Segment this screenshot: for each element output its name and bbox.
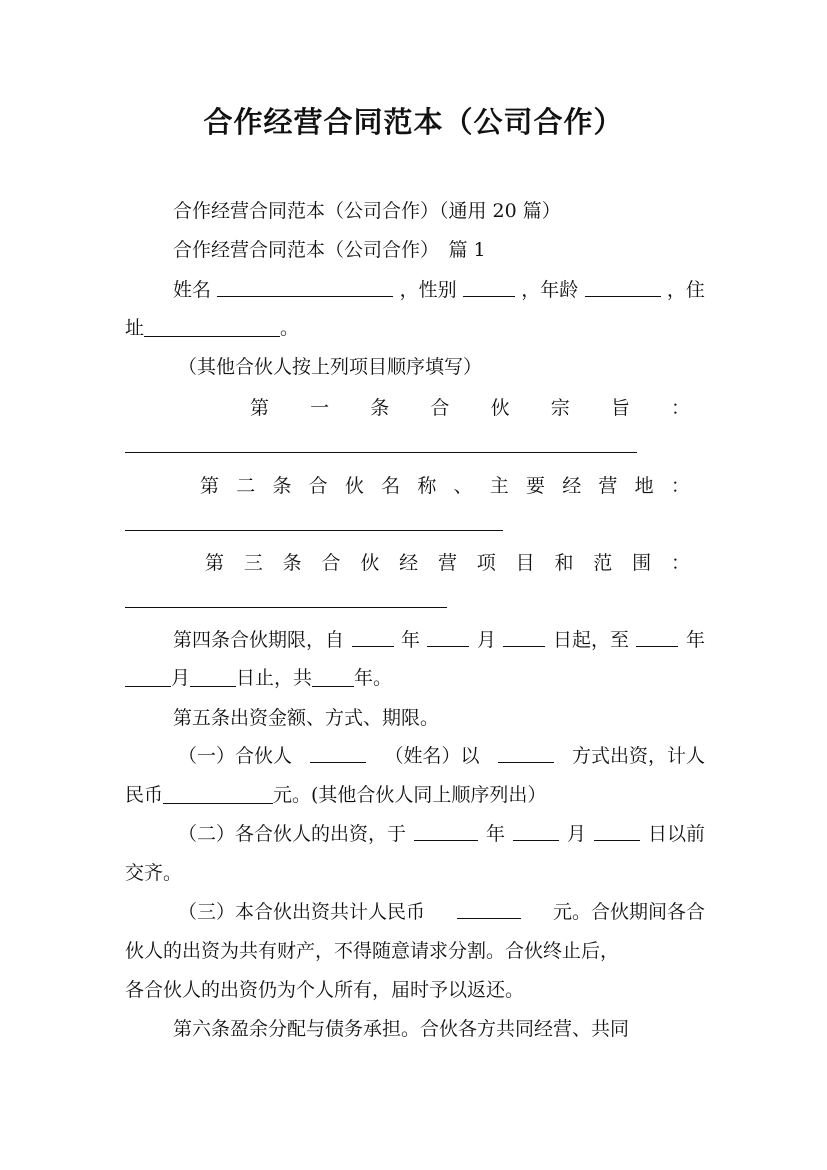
art2-char: 第 [200, 475, 220, 497]
gender-blank [463, 276, 515, 297]
total-contribution-blank [457, 898, 521, 919]
art3-char: 范 [593, 552, 613, 574]
art2-char: 要 [525, 475, 545, 497]
art2-char: 地 [634, 475, 654, 497]
art3-char: ： [670, 552, 690, 574]
item2-year: 年 [485, 823, 505, 845]
article4-day-from: 日起，至 [552, 629, 629, 651]
art3-char: 第 [205, 552, 225, 574]
article6: 第六条盈余分配与债务承担。合伙各方共同经营、共同 [173, 1018, 630, 1040]
section-heading: 合作经营合同范本（公司合作） 篇 1 [173, 239, 486, 261]
art1-char: 条 [370, 397, 390, 419]
item2-line2: 交齐。 [125, 862, 183, 884]
article2-blank [125, 530, 503, 531]
art2-char: 合 [308, 475, 328, 497]
item1-line2 [125, 781, 705, 809]
address-blank [144, 316, 280, 337]
art2-char: ： [670, 475, 690, 497]
article3-heading [205, 549, 690, 577]
art3-char: 目 [515, 552, 535, 574]
art2-char: 主 [489, 475, 509, 497]
start-day-blank [503, 626, 545, 647]
total-years-blank [312, 666, 354, 687]
item3-a: （三）本合伙出资共计人民币 [178, 901, 426, 923]
article4-day-to: 日止，共 [236, 667, 313, 689]
art3-char: 合 [321, 552, 341, 574]
partner-name-blank [310, 742, 366, 763]
name-blank [217, 276, 393, 297]
start-month-blank [427, 626, 469, 647]
article4-start: 第四条合伙期限，自 [173, 629, 345, 651]
other-partners-note: （其他合伙人按上列项目顺序填写） [178, 356, 483, 378]
age-blank [585, 276, 661, 297]
article4-year2: 年 [685, 629, 705, 651]
art2-char: 名 [381, 475, 401, 497]
item1-b: （姓名）以 [384, 745, 480, 767]
art1-char: 伙 [490, 397, 510, 419]
item1-d: 民币 [125, 784, 164, 806]
art2-char: 称 [417, 475, 437, 497]
art1-char: 合 [430, 397, 450, 419]
art3-char: 三 [243, 552, 263, 574]
article4-line2 [125, 664, 705, 692]
address-line [125, 314, 705, 342]
art1-char: 一 [310, 397, 330, 419]
gender-label: ，性别 [399, 279, 457, 301]
end-day-blank [190, 666, 236, 687]
document-subtitle: 合作经营合同范本（公司合作）（通用 20 篇） [173, 200, 561, 222]
article1-heading [250, 394, 690, 422]
art2-char: 营 [598, 475, 618, 497]
contribution-method-blank [498, 742, 554, 763]
article2-heading [200, 472, 690, 500]
art2-char: 条 [272, 475, 292, 497]
deadline-year-blank [414, 820, 478, 841]
end-year-blank [636, 626, 678, 647]
item2-line1 [178, 820, 705, 848]
art3-char: 条 [282, 552, 302, 574]
article4-line1 [173, 626, 705, 654]
age-label: ，年龄 [521, 279, 579, 301]
article1-blank [125, 452, 637, 453]
art2-char: 经 [562, 475, 582, 497]
article4-years-end: 年。 [354, 667, 393, 689]
art2-char: 伙 [344, 475, 364, 497]
item1-line1 [178, 742, 705, 770]
art1-char: 宗 [550, 397, 570, 419]
art3-char: 围 [632, 552, 652, 574]
item2-a: （二）各合伙人的出资，于 [178, 823, 407, 845]
contribution-amount-blank [163, 783, 273, 804]
art1-char: 第 [250, 397, 270, 419]
art3-char: 项 [476, 552, 496, 574]
item1-c: 方式出资，计人 [571, 745, 705, 767]
item3-line1 [178, 898, 705, 926]
article4-month: 月 [476, 629, 496, 651]
art3-char: 和 [554, 552, 574, 574]
document-title: 合作经营合同范本（公司合作） [203, 105, 624, 139]
article5: 第五条出资金额、方式、期限。 [173, 707, 440, 729]
deadline-month-blank [513, 820, 559, 841]
deadline-day-blank [594, 820, 640, 841]
item2-c: 日以前 [647, 823, 705, 845]
art3-char: 营 [437, 552, 457, 574]
art3-char: 经 [399, 552, 419, 574]
end-month-blank [125, 666, 171, 687]
item3-c: 伙人的出资为共有财产，不得随意请求分割。合伙终止后， [125, 940, 620, 962]
article3-blank [125, 607, 447, 608]
art3-char: 伙 [360, 552, 380, 574]
art2-char: 、 [453, 475, 473, 497]
personal-info-line [173, 276, 705, 304]
address-end: 。 [280, 317, 300, 339]
item2-month: 月 [566, 823, 586, 845]
item3-line2 [125, 937, 705, 965]
art2-char: 二 [236, 475, 256, 497]
start-year-blank [352, 626, 394, 647]
name-label: 姓名 [173, 279, 212, 301]
item3-line3: 各合伙人的出资仍为个人所有，届时予以返还。 [125, 979, 525, 1001]
article4-year: 年 [400, 629, 420, 651]
art1-char: ： [670, 397, 690, 419]
item1-a: （一）合伙人 [178, 745, 293, 767]
address-label-b: 址 [125, 317, 145, 339]
address-label-a: ，住 [666, 279, 705, 301]
art1-char: 旨 [610, 397, 630, 419]
item1-e: 元。(其他合伙人同上顺序列出） [273, 784, 547, 806]
article4-month2: 月 [171, 667, 191, 689]
item3-b: 元。合伙期间各合 [552, 901, 705, 923]
